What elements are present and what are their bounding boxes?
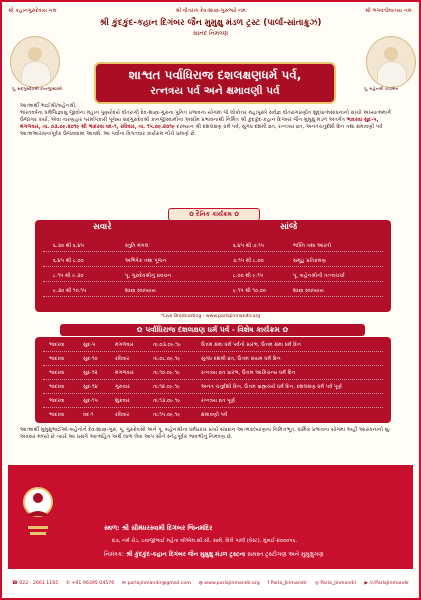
- daily-program-table: [35, 220, 391, 312]
- jain-emblem-logo: [16, 482, 60, 544]
- facebook-contact[interactable]: [268, 581, 307, 586]
- morning-item: સ્તુતિ મંગલ: [125, 243, 149, 249]
- evening-item: શાસ્ત્ર સ્વાધ્યાય: [293, 288, 324, 294]
- inviter-name: શ્રી કુંદકુંદ-કહાન દિગંબર જૈન મુમુક્ષુ મંડળ ટ્રસ્ટના: [125, 551, 246, 558]
- evening-item: ભક્તિ તથા આરતી: [293, 243, 332, 249]
- flower-icon: ✿: [136, 325, 143, 334]
- email-text: parlajinmandir@gmail.com: [127, 581, 191, 586]
- special-program-table: [35, 337, 391, 423]
- inviter-suffix: સમસ્ત ટ્રસ્ટીગણ અને મુમુક્ષુગણ: [247, 551, 324, 558]
- evening-time: ૭.૧૫ થી ૮.૦૦: [233, 258, 264, 264]
- salutation-left: શ્રી કહાનગુરુદેવાય નમઃ: [8, 8, 58, 14]
- evening-item: સમૂહ પ્રતિક્રમણ: [293, 258, 327, 264]
- special-date: તા.૧૫.૦૯.૧૯: [153, 412, 181, 418]
- special-month: ભાદરવા: [49, 412, 65, 418]
- inviter-line: [104, 551, 324, 559]
- closing-paragraph: આત્માર્થી મુમુક્ષુભાઈઓ-બહેનોને દેવ-શાસ્ત્ર-ગુરુ, પૂ. ગુરુદેવશ્રી અને પૂ. બહેનશ્રીના ધર્મપ્રકાર પ્રત્યે સંપ્રદાન આત્મકલ્યાણના નિમિત્તભૂત, ધાર્મિક પ્રભાવના યોગમાં અહીં આરાધનાનો સુ-અવસર મળ્યો છે ત્યારે આ પ્રસંગે આત્મહિત અર્થે લાભ લેવા આપ સૌને સ્નેહપૂર્વક ભાવભીનું નિમંત્રણ છે.: [20, 427, 391, 441]
- phone-contact[interactable]: [12, 581, 58, 586]
- special-date: તા.૦૮.૦૯.૧૯: [153, 356, 181, 362]
- youtube-text: /c/ParlaJinmandir: [369, 581, 410, 586]
- banner-line-1: શાશ્વત પર્વાધિરાજ દશલક્ષણધર્મ પર્વ,: [128, 68, 302, 82]
- salutation-right: શ્રી ભગવતીમાતાય નમઃ: [364, 8, 413, 14]
- special-tithi: વદ-૧: [83, 412, 94, 418]
- special-event: સુગંધ દશમી વ્રત, ઉત્તમ સંયમ ધર્મ દિન: [201, 356, 281, 362]
- portrait-gurudev: [10, 36, 60, 88]
- venue-name: સ્થળ: શ્રી સીમંધરસ્વામી દિગંબર જિનમંદિર: [104, 524, 213, 532]
- portrait-body: [21, 61, 51, 88]
- special-title-text: પર્વાધિરાજ દશલક્ષણ ધર્મ પર્વ - વિશેષ કાર્યક્રમ: [145, 325, 280, 334]
- special-row: [43, 339, 383, 352]
- intro-paragraph: [20, 103, 401, 138]
- row-divider: [43, 251, 383, 252]
- email-contact[interactable]: [122, 581, 191, 586]
- portrait-head: [28, 47, 42, 61]
- special-event: રત્નત્રય વ્રત પ્રારંભ, ઉત્તમ આકિંચન્ય ધર્મ દિન: [201, 370, 296, 376]
- intro-greeting: આત્માર્થી ભાઈશ્રી/બહેનશ્રી,: [20, 103, 77, 109]
- row-divider: [43, 407, 383, 408]
- special-month: ભાદરવા: [49, 356, 65, 362]
- salutation-row: [8, 8, 413, 15]
- special-day: ગુરુવાર: [115, 384, 130, 390]
- salutation-center: શ્રી વીતરાગ દેવ-શાસ્ત્ર-ગુરુભ્યો નમઃ: [175, 8, 248, 14]
- daily-row: [43, 285, 383, 297]
- row-divider: [43, 296, 383, 297]
- venue-address: ૪૭, નર્મ રોડ, ઇવાજીભાઈ મહેતા બીએમ.સી.સી. સામે, વિલે પાર્લા (વેસ્ટ), મુંબઈ-૪૦૦૦૫૬.: [112, 538, 298, 544]
- special-row: [43, 409, 383, 422]
- special-tithi: સુદ-૧૪: [83, 384, 98, 390]
- morning-item: અભિષેક તથા પૂજન: [125, 258, 167, 264]
- morning-time: ૯.૩૦ થી ૧૦.૧૫: [53, 288, 87, 294]
- intro-body: ભારતવર્ષના ધર્મજિજ્ઞાસુ જીવોના મહાન પુણ્યોદયે વીતરાગી દેવ-શાસ્ત્ર-ગુરુના પુનિત પ્રભાવના યોગમાં જે લોકોત્તર મહાપુરુષે સર્વજ્ઞ વીતરાગપ્રણીત શુદ્ધાત્મસાધનાનો સાચો અધ્યાત્મમાર્ગ ઉજાગર કર્યો, એવા તારણહાર પરમોપકારી પૂજ્ય સદ્ગુરુદેવશ્રી કાનજીસ્વામીના અસીમ પ્રભાવનાથી નિર્મિત શ્રી કુંદકુંદ-કહાન દિગંબર જૈન મુમુક્ષુ મંડળ અંતર્ગત: [20, 110, 391, 124]
- special-tithi: સુદ-૧૨: [83, 370, 98, 376]
- portrait-body: [377, 61, 407, 88]
- email-icon: ✉: [122, 581, 126, 586]
- morning-item: પૂ. ગુરુદેવશ્રીનું પ્રવચન: [125, 273, 172, 279]
- mobile-contact[interactable]: [66, 581, 114, 586]
- flower-icon: ✿: [188, 211, 194, 218]
- website-text: www.parlajinmandir.org: [204, 581, 260, 586]
- special-date: તા.૦૩.૦૯.૧૯: [153, 342, 182, 348]
- flower-icon: ✿: [282, 325, 289, 334]
- special-month: ભાદરવા: [49, 398, 65, 404]
- portrait-bahenshri: [366, 36, 416, 88]
- daily-title-text: દૈનિક કાર્યક્રમ: [196, 211, 232, 218]
- banner-line-2: રત્નત્રય પર્વ અને ક્ષમાવણી પર્વ: [150, 85, 280, 97]
- evening-time: ૯.૧૫ થી ૧૦.૦૦: [233, 288, 266, 294]
- inviter-prefix: નિમંત્રક:: [104, 551, 125, 558]
- invite-text: સાનંદ નિમંત્રણ: [192, 30, 229, 37]
- flower-icon: ✿: [234, 211, 240, 218]
- special-month: ભાદરવા: [49, 342, 65, 348]
- morning-time: ૬.૪૫ થી ૮.૦૦: [53, 258, 84, 264]
- daily-row: [43, 240, 383, 252]
- instagram-text: Parla_Jinmandir: [320, 581, 357, 586]
- row-divider: [43, 266, 383, 267]
- special-row: [43, 353, 383, 366]
- phone-icon: ☎: [11, 581, 18, 586]
- morning-header: સવારે: [93, 222, 112, 232]
- special-tithi: સુદ-૧૦: [83, 356, 98, 362]
- youtube-contact[interactable]: [364, 581, 409, 586]
- special-month: ભાદરવા: [49, 370, 65, 376]
- whatsapp-icon: ✆: [66, 581, 70, 586]
- facebook-text: Parla_Jinmandir: [270, 581, 307, 586]
- special-day: શુક્રવાર: [115, 398, 130, 404]
- special-program-title: [60, 324, 365, 336]
- intro-body-3: આત્મઆરાધનાપૂર્વક ઉજવવામાં આવશે. આ પર્વોના વિગતવાર કાર્યક્રમ નીચે પ્રમાણે છે.: [20, 131, 197, 138]
- morning-item: શાસ્ત્ર સ્વાધ્યાય: [125, 288, 156, 294]
- special-day: રવિવાર: [115, 356, 130, 362]
- portrait-head: [384, 47, 398, 61]
- special-event: ક્ષમાવણી પર્વ: [201, 412, 228, 418]
- special-tithi: સુદ-૫: [83, 342, 96, 348]
- live-broadcast-link[interactable]: *Live Brodcasting - www.parlajinmandir.org: [160, 314, 261, 319]
- special-date: તા.૧૦.૦૯.૧૯: [153, 370, 181, 376]
- special-date: તા.૧૨.૦૯.૧૯: [153, 384, 181, 390]
- festival-banner: [94, 62, 336, 104]
- special-date: તા.૧૩.૦૯.૧૯: [153, 398, 181, 404]
- phone-text: 022 - 2661 1165: [19, 581, 59, 586]
- special-event: ઉત્તમ ક્ષમા ધર્મ પર્વનો પ્રારંભ, ઉત્તમ ક્ષમા ધર્મ દિન: [201, 342, 302, 348]
- special-month: ભાદરવા: [49, 384, 65, 390]
- intro-body-2: દરમ્યાન શ્રી દશલક્ષણ ધર્મ પર્વ, સુગંધ દશમી વ્રત, રત્નત્રય વ્રત, અનંતચતુર્દશી દિન તથા ક્ષમાવણી પર્વ: [176, 124, 383, 131]
- row-divider: [43, 393, 383, 394]
- row-divider: [43, 281, 383, 282]
- special-event: અનંત ચતુર્દશી દિન, ઉત્તમ બ્રહ્મચર્ય ધર્મ દિન, દશલક્ષણ ધર્મ પર્વ પૂર્ણ: [201, 384, 342, 390]
- portrait-caption-left: પૂ. સદ્ગુરુદેવશ્રી કાનજીસ્વામી: [12, 86, 63, 91]
- evening-header: સાંજે: [280, 222, 298, 232]
- special-day: રવિવાર: [115, 412, 130, 418]
- globe-icon: ◍: [198, 581, 203, 586]
- morning-time: ૬.૩૦ થી ૬.૪૫: [53, 243, 85, 249]
- trust-title: શ્રી કુંદકુંદ-કહાન દિગંબર જૈન મુમુક્ષુ મંડળ ટ્રસ્ટ (પાર્લા-સાંતાક્રુઝ): [99, 18, 322, 28]
- special-row: [43, 367, 383, 380]
- mobile-text: +91 96395 04576: [71, 581, 115, 586]
- intro-dates-highlight: ભાદરવા સુદ-૫, મંગળવાર, તા. ૦૩.૦૯.૨૦૧૯ થી ભાદરવા વદ-૧, રવિવાર, તા. ૧૫.૦૯.૨૦૧૯: [20, 117, 379, 131]
- special-day: મંગળવાર: [115, 370, 134, 376]
- special-row: [43, 395, 383, 408]
- portrait-caption-right: પૂ. બહેનશ્રી ચંપાબેન: [364, 86, 399, 91]
- evening-time: ૬.૪૫ થી ૭.૧૫: [233, 243, 265, 249]
- facebook-icon: f: [267, 581, 270, 586]
- website-contact[interactable]: [199, 581, 260, 586]
- instagram-contact[interactable]: [315, 581, 357, 586]
- row-divider: [43, 351, 383, 352]
- special-row: [43, 381, 383, 394]
- daily-row: [43, 255, 383, 267]
- special-day: મંગળવાર: [115, 342, 134, 348]
- instagram-icon: ◎: [314, 581, 319, 586]
- special-tithi: સુદ-૧૫: [83, 398, 98, 404]
- morning-time: ૮.૧૫ થી ૯.૩૦: [53, 273, 84, 279]
- daily-row: [43, 270, 383, 282]
- youtube-icon: ▶: [364, 581, 368, 586]
- contact-bar: [8, 571, 413, 596]
- evening-time: ૮.૦૦ થી ૯.૧૫: [233, 273, 264, 279]
- row-divider: [43, 365, 383, 366]
- special-event: રત્નત્રય વ્રત પૂર્ણ: [201, 398, 236, 404]
- row-divider: [43, 379, 383, 380]
- evening-item: પૂ. બહેનશ્રીની તત્ત્વચર્ચા: [293, 273, 345, 279]
